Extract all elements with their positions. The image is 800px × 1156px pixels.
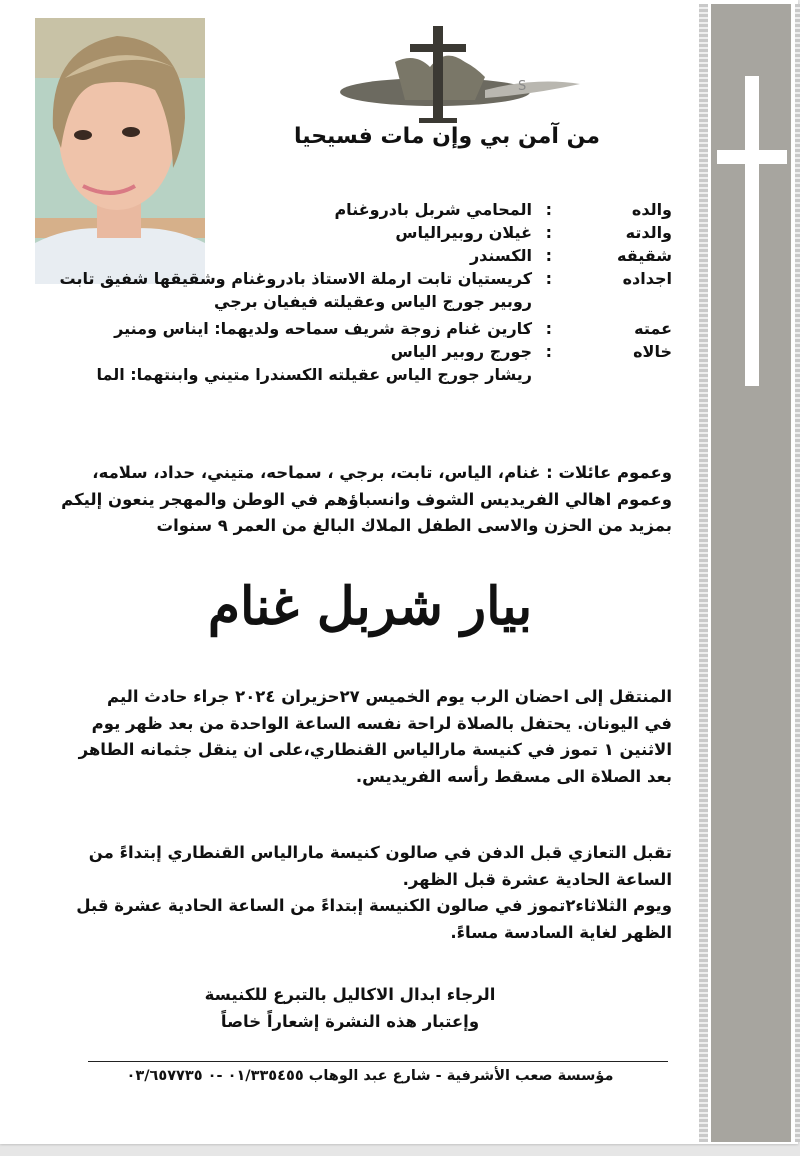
family-label: والدته [625, 223, 672, 242]
paragraph-line: وعموم عائلات : غنام، الياس، تابت، برجي ، سماحه، متيني، حداد، سلامه، [92, 463, 672, 482]
donation-request [180, 982, 520, 1035]
emblem-letter: S [518, 79, 527, 94]
family-value-continuation: ريشار جورج الياس عقيلته الكسندرا متيني وابنتهما: الما [96, 365, 532, 384]
paragraph-line: ويوم الثلاثاء٢تموز في صالون الكنيسة إبتداءً من الساعة الحادية عشرة قبل [76, 896, 672, 915]
family-value: جورج روبير الياس [390, 342, 532, 361]
families-announcement [40, 460, 672, 540]
chain-border [699, 4, 708, 1142]
paragraph-line: المنتقل إلى احضان الرب يوم الخميس ٢٧حزيران ٢٠٢٤ جراء حادث اليم [107, 687, 672, 706]
family-value: المحامي شربل بادروغنام [334, 200, 532, 219]
cross-icon [745, 76, 759, 386]
deceased-name: بيار شربل غنام [207, 576, 533, 637]
paragraph-line: الظهر لغاية السادسة مساءً. [450, 922, 672, 942]
colon: : [545, 246, 552, 265]
family-value: كريستيان تابت ارملة الاستاذ بادروغنام وشقيقها شفيق تابت [59, 269, 532, 288]
colon: : [545, 342, 552, 361]
colon: : [545, 269, 552, 288]
cross-wreath-emblem [335, 22, 585, 132]
family-value-continuation: روبير جورج الياس وعقيلته فيفيان برجي [214, 292, 532, 311]
colon: : [545, 200, 552, 219]
colon: : [545, 223, 552, 242]
family-label: والده [631, 200, 672, 219]
family-row-father [40, 200, 672, 222]
family-value: كارين غنام زوجة شريف سماحه ولديهما: ايناس ومنير [114, 319, 532, 338]
paragraph-line: في اليونان. يحتفل بالصلاة لراحة نفسه الساعة الواحدة من بعد ظهر يوم [91, 713, 672, 733]
gray-band [711, 4, 791, 1142]
decorative-side-band [697, 4, 800, 1142]
request-line: الرجاء ابدال الاكاليل بالتبرع للكنيسة [204, 985, 496, 1004]
family-row-uncles [40, 342, 672, 388]
family-value: غيلان روبيرالياس [395, 223, 532, 242]
family-value: الكسندر [469, 246, 532, 265]
colon: : [545, 319, 552, 338]
family-row-brother [40, 246, 672, 268]
paragraph-line: الاثنين ١ تموز في كنيسة مارالياس القنطاري،على ان ينقل جثمانه الطاهر [78, 740, 672, 759]
family-label: عمته [634, 319, 672, 338]
chain-border [795, 4, 800, 1142]
family-label: خالاه [633, 342, 672, 361]
paragraph-line: الساعة الحادية عشرة قبل الظهر. [402, 869, 672, 889]
funeral-details [50, 684, 672, 790]
paragraph-line: تقبل التعازي قبل الدفن في صالون كنيسة مارالياس القنطاري إبتداءً من [88, 843, 672, 862]
paragraph-line: بمزيد من الحزن والاسى الطفل الملاك البالغ من العمر ٩ سنوات [156, 516, 672, 535]
funeral-home-footer: مؤسسة صعب الأشرفية - شارع عبد الوهاب ٠١/٣٣٥٤٥٥ -٠ ٠٣/٦٥٧٧٣٥ [126, 1068, 614, 1084]
paragraph-line: وعموم اهالي الفريديس الشوف وانسباؤهم في الوطن والمهجر ينعون إليكم [61, 489, 672, 509]
request-line: وإعتبار هذه النشرة إشعاراً خاصاً [220, 1011, 480, 1031]
family-label: اجداده [622, 269, 672, 288]
cross-icon-bar [717, 150, 787, 164]
family-row-aunt [40, 319, 672, 341]
condolences-details [50, 840, 672, 946]
scripture-verse: من آمن بي وإن مات فسيحيا [293, 124, 600, 149]
family-list [40, 200, 672, 440]
family-label: شقيقه [617, 246, 672, 265]
family-row-grandparents [40, 269, 672, 315]
family-row-mother [40, 223, 672, 245]
paragraph-line: بعد الصلاة الى مسقط رأسه الفريديس. [355, 766, 672, 786]
footer-divider [88, 1061, 668, 1062]
